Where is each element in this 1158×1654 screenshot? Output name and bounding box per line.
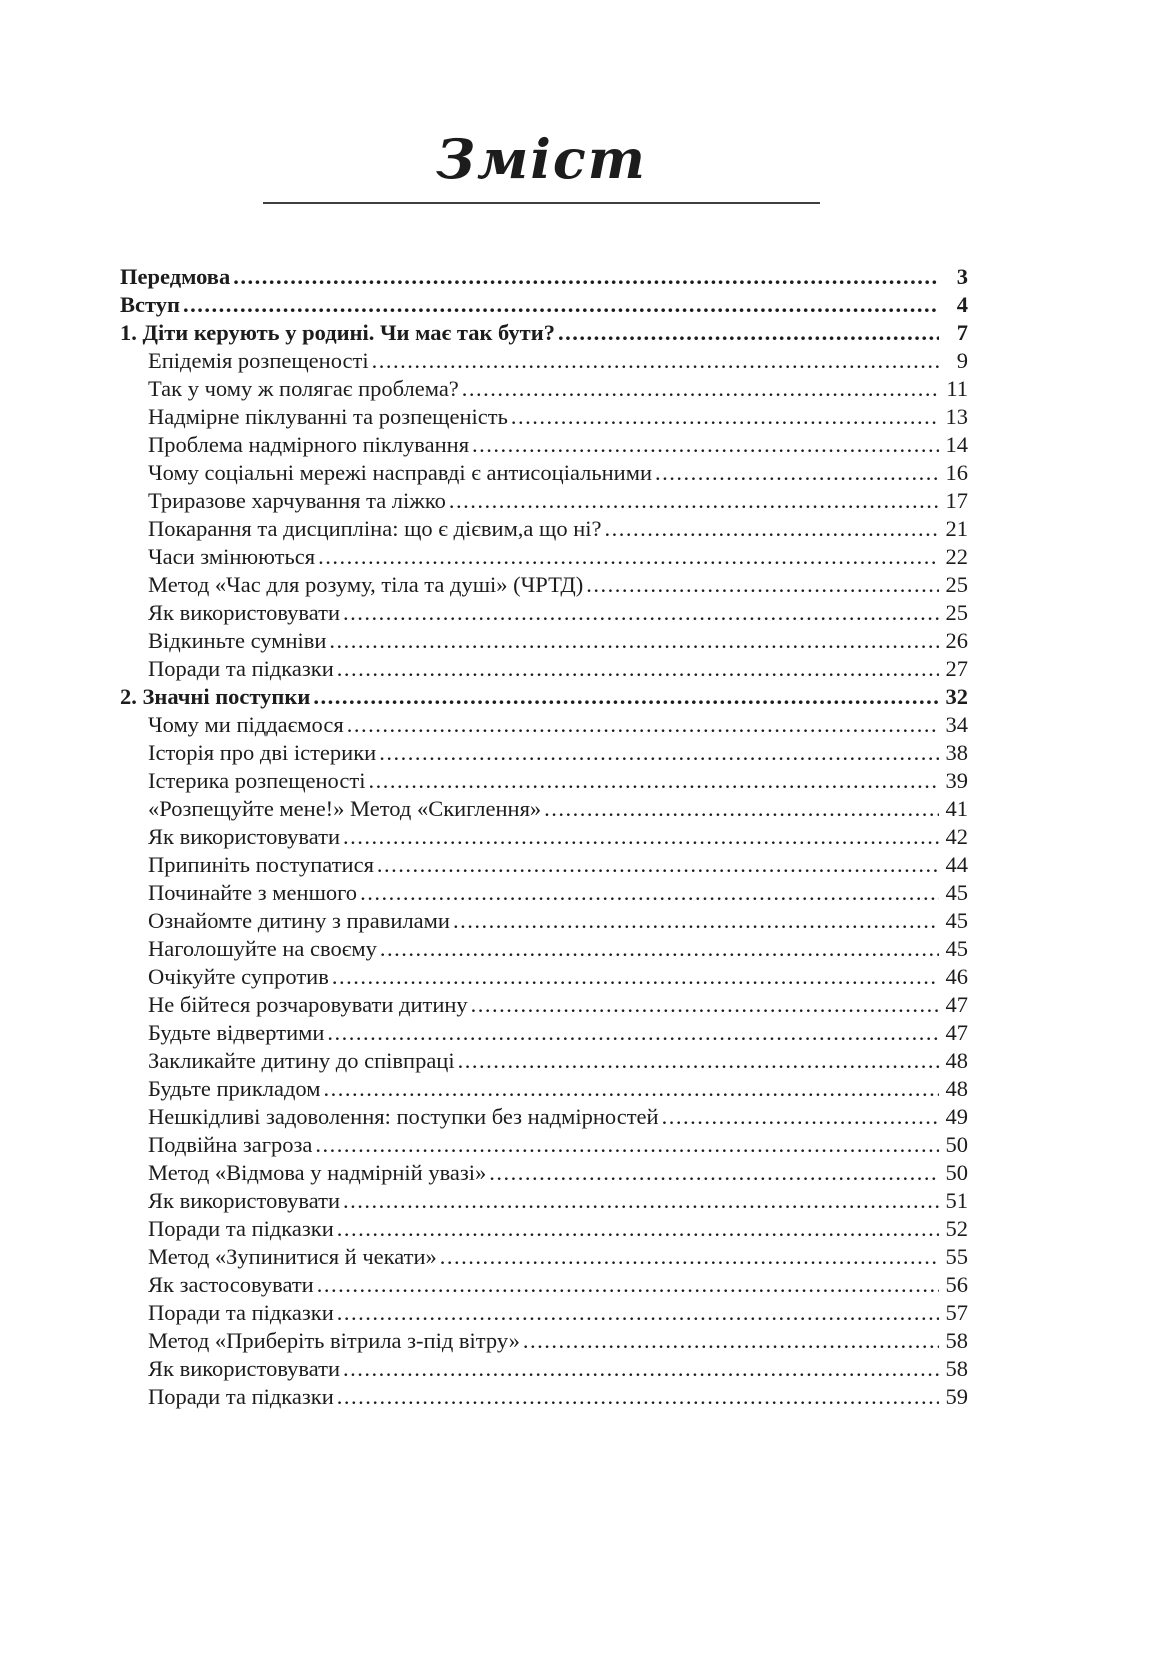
toc-entry xyxy=(120,1355,968,1383)
toc-dot-leader xyxy=(523,1327,939,1355)
toc-entry-label: Як використовувати xyxy=(148,1188,341,1213)
toc-dot-leader xyxy=(368,767,939,795)
toc-dot-leader xyxy=(327,1019,939,1047)
toc-dot-leader xyxy=(337,1215,939,1243)
toc-dot-leader xyxy=(472,431,939,459)
toc-entry-page: 50 xyxy=(945,1132,968,1157)
toc-entry-page: 48 xyxy=(945,1048,968,1073)
toc-entry-page: 52 xyxy=(945,1216,968,1241)
toc-dot-leader xyxy=(329,627,939,655)
toc-entry-label: Припиніть поступатися xyxy=(148,852,374,877)
toc-entry-label: Істерика розпещеності xyxy=(148,768,366,793)
toc-entry-page: 44 xyxy=(945,852,968,877)
toc-dot-leader xyxy=(586,571,939,599)
toc-entry xyxy=(120,1159,968,1187)
toc-entry xyxy=(120,1383,968,1411)
toc-dot-leader xyxy=(332,963,939,991)
toc-entry xyxy=(120,795,968,823)
toc-dot-leader xyxy=(655,459,939,487)
toc-dot-leader xyxy=(440,1243,939,1271)
toc-entry-page: 48 xyxy=(945,1076,968,1101)
toc-entry xyxy=(120,263,968,291)
toc-dot-leader xyxy=(544,795,939,823)
title-block xyxy=(263,127,820,204)
toc-entry xyxy=(120,963,968,991)
toc-entry-label: Часи змінюються xyxy=(148,544,316,569)
toc-dot-leader xyxy=(323,1075,939,1103)
toc-entry-label: Метод «Приберіть вітрила з-під вітру» xyxy=(148,1328,520,1353)
toc-entry-label: Чому соціальні мережі насправді є антисоціальними xyxy=(148,460,652,485)
toc-entry-label: Надмірне піклуванні та розпещеність xyxy=(148,404,508,429)
toc-entry xyxy=(120,599,968,627)
toc-entry-label: Не бійтеся розчаровувати дитину xyxy=(148,992,468,1017)
toc-dot-leader xyxy=(377,851,939,879)
toc-entry-page: 38 xyxy=(945,740,968,765)
toc-entry xyxy=(120,319,968,347)
toc-dot-leader xyxy=(605,515,939,543)
toc-entry-label: Передмова xyxy=(120,264,231,289)
toc-dot-leader xyxy=(313,683,939,711)
toc-entry xyxy=(120,347,968,375)
toc-entry-page: 51 xyxy=(945,1188,968,1213)
toc-entry-label: Будьте прикладом xyxy=(148,1076,321,1101)
toc-entry-label: Чому ми піддаємося xyxy=(148,712,344,737)
toc-entry-label: 1. Діти керують у родині. Чи має так бути? xyxy=(120,320,555,345)
toc-dot-leader xyxy=(453,907,939,935)
toc-entry xyxy=(120,403,968,431)
toc-dot-leader xyxy=(458,1047,939,1075)
toc-entry xyxy=(120,291,968,319)
toc-entry-label: Поради та підказки xyxy=(148,656,334,681)
toc-dot-leader xyxy=(183,291,939,319)
toc-entry-page: 4 xyxy=(956,292,968,317)
toc-entry xyxy=(120,1131,968,1159)
toc-entry-label: Метод «Час для розуму, тіла та душі» (ЧРТД) xyxy=(148,572,584,597)
toc-entry-label: Покарання та дисципліна: що є дієвим,а що ні? xyxy=(148,516,602,541)
toc-entry-page: 49 xyxy=(945,1104,968,1129)
toc-entry xyxy=(120,935,968,963)
toc-entry-page: 39 xyxy=(945,768,968,793)
toc-entry-page: 47 xyxy=(945,992,968,1017)
toc-dot-leader xyxy=(347,711,939,739)
toc-entry-label: Як використовувати xyxy=(148,1356,341,1381)
toc-entry xyxy=(120,991,968,1019)
toc-entry-page: 21 xyxy=(945,516,968,541)
toc-entry xyxy=(120,543,968,571)
toc-dot-leader xyxy=(558,319,939,347)
toc-entry xyxy=(120,1047,968,1075)
toc-entry-page: 25 xyxy=(945,600,968,625)
toc-entry-label: Поради та підказки xyxy=(148,1216,334,1241)
toc-entry xyxy=(120,655,968,683)
toc-entry xyxy=(120,1103,968,1131)
toc-dot-leader xyxy=(343,1187,939,1215)
toc-entry-label: 2. Значні поступки xyxy=(120,684,311,709)
toc-entry-page: 45 xyxy=(945,908,968,933)
toc-dot-leader xyxy=(317,1271,939,1299)
toc-dot-leader xyxy=(372,347,939,375)
toc-entry xyxy=(120,515,968,543)
toc-entry-label: Так у чому ж полягає проблема? xyxy=(148,376,459,401)
toc-entry xyxy=(120,627,968,655)
toc-entry xyxy=(120,683,968,711)
toc-entry-page: 3 xyxy=(956,264,968,289)
toc-entry-label: Метод «Зупинитися й чекати» xyxy=(148,1244,437,1269)
toc-entry xyxy=(120,571,968,599)
toc-entry-page: 58 xyxy=(945,1356,968,1381)
toc-entry-label: Вступ xyxy=(120,292,180,317)
toc-entry-page: 55 xyxy=(945,1244,968,1269)
toc-list xyxy=(120,263,968,1411)
toc-entry-page: 22 xyxy=(945,544,968,569)
toc-entry xyxy=(120,823,968,851)
toc-entry-page: 50 xyxy=(945,1160,968,1185)
toc-entry-page: 46 xyxy=(945,964,968,989)
toc-entry-page: 59 xyxy=(945,1384,968,1409)
toc-entry-page: 16 xyxy=(945,460,968,485)
toc-entry xyxy=(120,1019,968,1047)
toc-entry-page: 58 xyxy=(945,1328,968,1353)
toc-entry-page: 9 xyxy=(956,348,968,373)
toc-dot-leader xyxy=(233,263,939,291)
toc-entry xyxy=(120,851,968,879)
toc-entry-page: 11 xyxy=(946,376,968,401)
toc-dot-leader xyxy=(511,403,939,431)
toc-dot-leader xyxy=(343,1355,939,1383)
toc-dot-leader xyxy=(449,487,939,515)
toc-dot-leader xyxy=(360,879,939,907)
toc-entry xyxy=(120,1187,968,1215)
toc-entry-page: 56 xyxy=(945,1272,968,1297)
toc-entry xyxy=(120,907,968,935)
toc-entry-label: Поради та підказки xyxy=(148,1300,334,1325)
toc-entry xyxy=(120,739,968,767)
toc-entry-label: Як використовувати xyxy=(148,824,341,849)
toc-entry-page: 7 xyxy=(956,320,968,345)
toc-entry-page: 42 xyxy=(945,824,968,849)
toc-entry-label: Як використовувати xyxy=(148,600,341,625)
toc-dot-leader xyxy=(337,1383,939,1411)
toc-entry-label: Історія про дві істерики xyxy=(148,740,377,765)
toc-entry xyxy=(120,487,968,515)
toc-entry-page: 32 xyxy=(945,684,968,709)
toc-dot-leader xyxy=(462,375,939,403)
toc-entry-page: 14 xyxy=(945,432,968,457)
toc-entry-label: Метод «Відмова у надмірній увазі» xyxy=(148,1160,487,1185)
toc-entry-label: Подвійна загроза xyxy=(148,1132,313,1157)
toc-entry-label: Очікуйте супротив xyxy=(148,964,329,989)
toc-dot-leader xyxy=(343,599,939,627)
toc-entry-page: 17 xyxy=(945,488,968,513)
toc-entry-label: Починайте з меншого xyxy=(148,880,358,905)
page-title: Зміст xyxy=(436,127,647,191)
toc-entry xyxy=(120,1075,968,1103)
toc-entry xyxy=(120,431,968,459)
toc-entry-page: 27 xyxy=(945,656,968,681)
toc-dot-leader xyxy=(315,1131,939,1159)
toc-entry-label: Проблема надмірного піклування xyxy=(148,432,470,457)
toc-entry-label: Триразове харчування та ліжко xyxy=(148,488,446,513)
toc-entry-label: Закликайте дитину до співпраці xyxy=(148,1048,455,1073)
toc-dot-leader xyxy=(337,655,939,683)
toc-entry xyxy=(120,1299,968,1327)
toc-entry xyxy=(120,711,968,739)
toc-entry-page: 41 xyxy=(945,796,968,821)
toc-dot-leader xyxy=(662,1103,939,1131)
toc-dot-leader xyxy=(318,543,939,571)
toc-entry-page: 26 xyxy=(945,628,968,653)
toc-entry-page: 45 xyxy=(945,880,968,905)
toc-entry-label: Поради та підказки xyxy=(148,1384,334,1409)
toc-entry xyxy=(120,767,968,795)
toc-entry-page: 57 xyxy=(945,1300,968,1325)
toc-entry-label: Ознайомте дитину з правилами xyxy=(148,908,450,933)
toc-entry-label: Наголошуйте на своєму xyxy=(148,936,377,961)
toc-entry-label: «Розпещуйте мене!» Метод «Скиглення» xyxy=(148,796,542,821)
toc-dot-leader xyxy=(379,739,939,767)
toc-entry-label: Відкиньте сумніви xyxy=(148,628,327,653)
toc-entry-label: Нешкідливі задоволення: поступки без надмірностей xyxy=(148,1104,659,1129)
toc-dot-leader xyxy=(337,1299,939,1327)
toc-entry-page: 45 xyxy=(945,936,968,961)
toc-entry-page: 25 xyxy=(945,572,968,597)
toc-entry-page: 34 xyxy=(945,712,968,737)
toc-entry-page: 13 xyxy=(945,404,968,429)
toc-dot-leader xyxy=(380,935,939,963)
toc-dot-leader xyxy=(343,823,939,851)
toc-entry xyxy=(120,459,968,487)
toc-entry xyxy=(120,1215,968,1243)
toc-entry xyxy=(120,879,968,907)
toc-entry-label: Епідемія розпещеності xyxy=(148,348,369,373)
toc-entry-label: Будьте відвертими xyxy=(148,1020,325,1045)
toc-entry-page: 47 xyxy=(945,1020,968,1045)
toc-entry xyxy=(120,1327,968,1355)
toc-entry xyxy=(120,1271,968,1299)
toc-entry-label: Як застосовувати xyxy=(148,1272,314,1297)
toc-entry xyxy=(120,1243,968,1271)
toc-dot-leader xyxy=(471,991,939,1019)
toc-dot-leader xyxy=(489,1159,939,1187)
toc-entry xyxy=(120,375,968,403)
